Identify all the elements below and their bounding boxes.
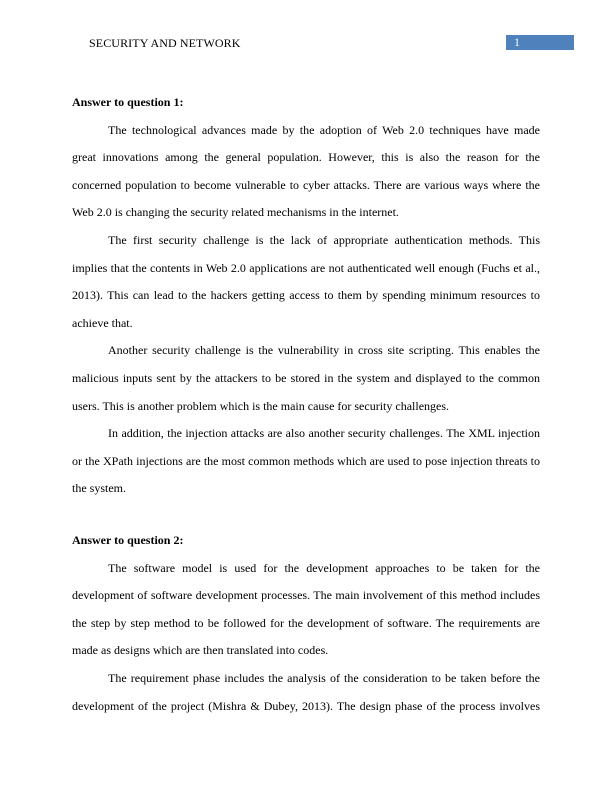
paragraph-line: development of the project (Mishra & Dubey, 2013). The design phase of the process involves [72,698,540,713]
paragraph-line: The first security challenge is the lack of appropriate authentication methods. This [108,232,540,247]
paragraph [72,420,540,503]
paragraph-line: The requirement phase includes the analysis of the consideration to be taken before the [108,670,540,685]
paragraph-line: concerned population to become vulnerable to cyber attacks. There are various ways where the [72,177,540,192]
paragraph-line: the system. [72,481,126,496]
paragraph [72,117,540,227]
answer-section-1 [72,89,540,503]
paragraph-line: In addition, the injection attacks are also another security challenges. The XML injection [108,426,540,441]
paragraph-line: the step by step method to be followed for the development of software. The requirements are [72,615,540,630]
paragraph-line: malicious inputs sent by the attackers to be stored in the system and displayed to the common [72,370,540,385]
paragraph [72,665,540,720]
running-header-title: SECURITY AND NETWORK [89,36,241,50]
paragraph-line: users. This is another problem which is the main cause for security challenges. [72,398,450,413]
paragraph-line: Web 2.0 is changing the security related mechanisms in the internet. [72,205,399,220]
paragraph [72,555,540,665]
paragraph-line: implies that the contents in Web 2.0 applications are not authenticated well enough (Fuchs et al., [72,260,540,275]
paragraph-line: The software model is used for the development approaches to be taken for the [108,560,540,575]
paragraph-line: The technological advances made by the adoption of Web 2.0 techniques have made [108,122,540,137]
paragraph [72,337,540,420]
paragraph-line: great innovations among the general population. However, this is also the reason for the [72,150,540,165]
section-heading: Answer to question 2: [72,533,184,547]
paragraph-line: made as designs which are then translated into codes. [72,643,329,658]
paragraph-line: 2013). This can lead to the hackers getting access to them by spending minimum resources to [72,288,540,303]
paragraph [72,227,540,337]
paragraph-line: or the XPath injections are the most common methods which are used to pose injection threats to [72,453,540,468]
paragraph-line: Another security challenge is the vulnerability in cross site scripting. This enables the [108,343,540,358]
paragraph-line: achieve that. [72,315,133,330]
page-number-badge: 1 [506,35,574,50]
answer-section-2 [72,527,540,720]
section-heading: Answer to question 1: [72,95,184,109]
paragraph-line: development of software development processes. The main involvement of this method includes [72,588,540,603]
